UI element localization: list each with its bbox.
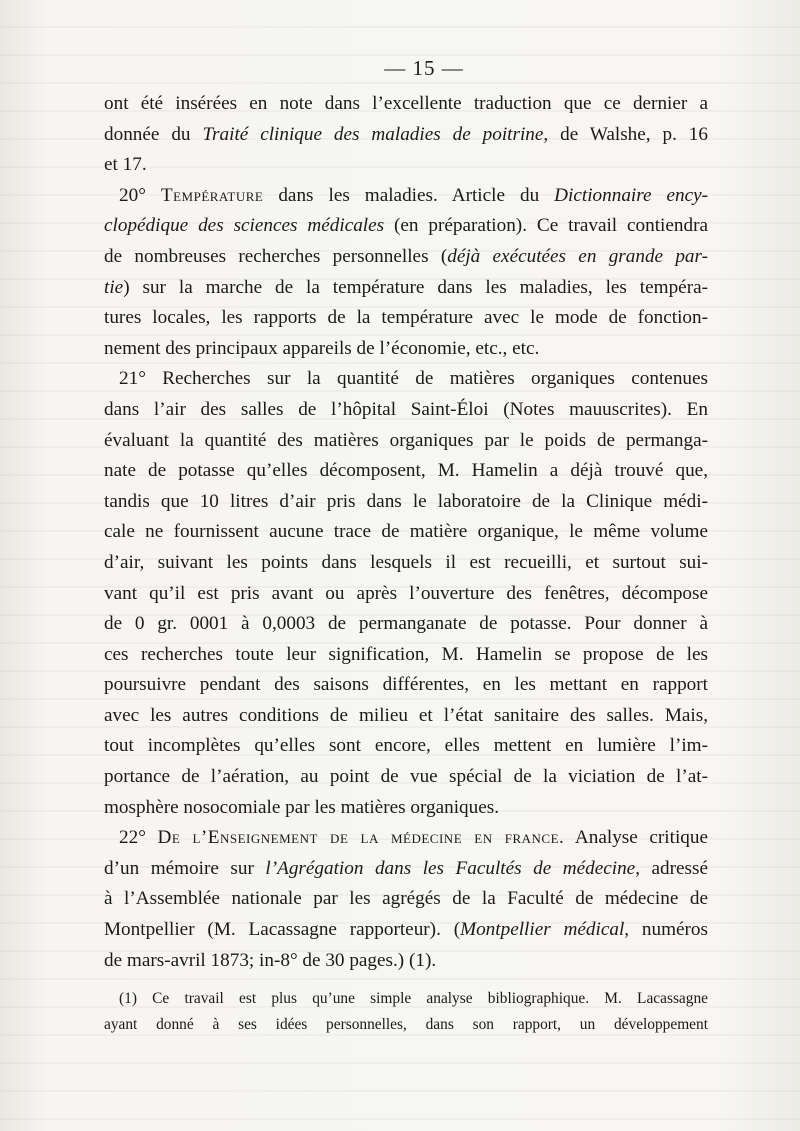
footnote-spacer (104, 976, 708, 986)
text-line: de mars-avril 1873; in-8° de 30 pages.) (1). (104, 949, 437, 971)
text-line: nate de potasse qu’elles décomposent, M. Hamelin a déjà trouvé que, (104, 460, 708, 482)
text-line: clopédique des sciences médicales (en préparation). Ce travail contiendra (104, 215, 708, 237)
section-heading: De l’Enseignement de la médecine en france. (157, 827, 565, 849)
text-line: ces recherches toute leur signification, M. Hamelin se propose de les (104, 643, 708, 665)
paragraph-continuation (104, 89, 708, 181)
footnote-line: (1) Ce travail est plus qu’une simple analyse bibliographique. M. Lacassagne (119, 990, 708, 1008)
text-line: 22° De l’Enseignement de la médecine en france. Analyse critique (119, 827, 708, 849)
text-line: avec les autres conditions de milieu et l’état sanitaire des salles. Mais, (104, 704, 708, 726)
paragraph-22-teaching (104, 823, 708, 976)
text-line: à l’Assemblée nationale par les agrégés de la Faculté de médecine de (104, 888, 708, 910)
text-line: dans l’air des salles de l’hôpital Saint-Éloi (Notes mauuscrites). En (104, 398, 708, 420)
text-line: de 0 gr. 0001 à 0,0003 de permanganate de potasse. Pour donner à (104, 613, 708, 635)
text-line: évaluant la quantité des matières organiques par le poids de permanga- (104, 429, 708, 451)
text-line: tandis que 10 litres d’air pris dans le laboratoire de la Clinique médi- (104, 490, 708, 512)
text-line: tie) sur la marche de la température dans les maladies, les tempéra- (104, 276, 708, 298)
text-line: 20° Température dans les maladies. Article du Dictionnaire ency- (119, 184, 709, 206)
text-line: nement des principaux appareils de l’économie, etc., etc. (104, 337, 540, 359)
text-line: poursuivre pendant des saisons différentes, en les mettant en rapport (104, 674, 708, 696)
section-heading: Température (160, 184, 264, 206)
text-line: mosphère nosocomiale par les matières organiques. (104, 796, 500, 818)
text-line: tures locales, les rapports de la température avec le mode de fonction- (104, 307, 708, 329)
text-line: vant qu’il est pris avant ou après l’ouverture des fenêtres, décompose (104, 582, 708, 604)
page-number: — 15 — (384, 56, 464, 80)
text-line: ont été insérées en note dans l’excellente traduction que ce dernier a (104, 93, 708, 114)
text-line: tout incomplètes qu’elles sont encore, elles mettent en lumière l’im- (104, 735, 708, 757)
text-line: 21° Recherches sur la quantité de matières organiques contenues (119, 368, 708, 390)
text-line: cale ne fournissent aucune trace de matière organique, le même volume (104, 521, 708, 543)
text-line: Montpellier (M. Lacassagne rapporteur). (Montpellier médical, numéros (104, 919, 708, 941)
page-text (104, 56, 708, 1038)
paragraph-21-organic-matter (104, 364, 708, 823)
text-line: de nombreuses recherches personnelles (déjà exécutées en grande par- (104, 245, 708, 267)
text-line: et 17. (104, 154, 147, 176)
text-line: donnée du Traité clinique des maladies de poitrine, de Walshe, p. 16 (104, 123, 708, 145)
footnote (104, 986, 708, 1038)
paragraph-20-temperature (104, 181, 708, 365)
text-line: d’air, suivant les points dans lesquels il est recueilli, et surtout sui- (104, 551, 708, 573)
footnote-line: ayant donné à ses idées personnelles, dans son rapport, un développement (104, 1016, 708, 1034)
text-line: portance de l’aération, au point de vue spécial de la viciation de l’at- (104, 766, 708, 788)
text-line: d’un mémoire sur l’Agrégation dans les Facultés de médecine, adressé (104, 857, 708, 879)
